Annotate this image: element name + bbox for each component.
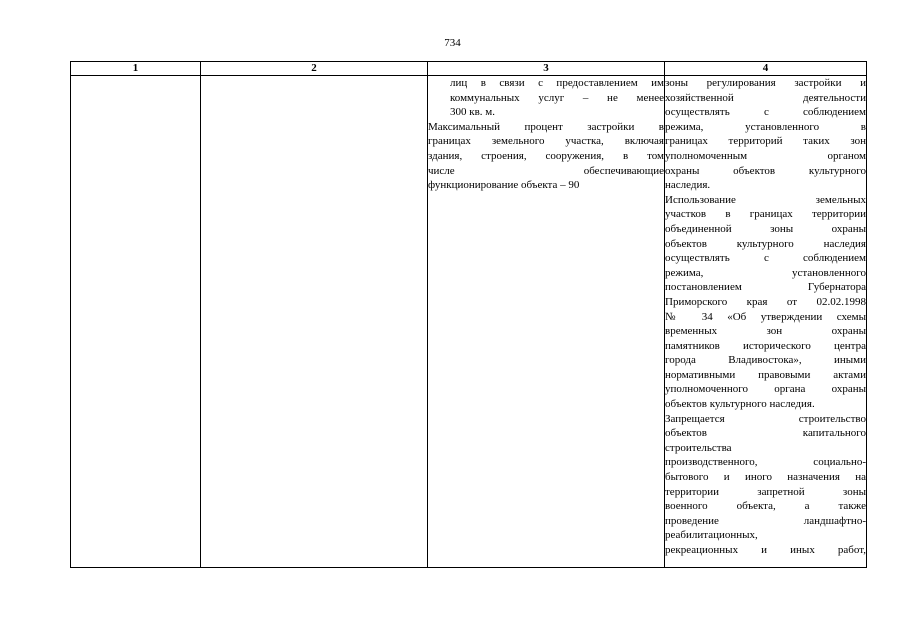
col4-line: нормативными правовыми актами (665, 368, 866, 381)
col4-line: Запрещается строительство (665, 412, 866, 425)
col3-line: числе обеспечивающие (428, 164, 664, 177)
header-row (71, 62, 867, 76)
col4-line: объектов культурного наследия (665, 237, 866, 250)
col4-line: строительства (665, 441, 732, 454)
col3-line: Максимальный процент застройки в (428, 120, 664, 133)
col4-line: реабилитационных, (665, 529, 758, 542)
col4-line: объектов культурного наследия. (665, 398, 815, 411)
cell-col-1 (71, 76, 201, 568)
col4-line: города Владивостока», иными (665, 354, 866, 367)
col4-line: Приморского края от 02.02.1998 (665, 295, 866, 308)
col3-line: коммунальных услуг – не менее (450, 91, 664, 104)
col4-line: хозяйственной деятельности (665, 91, 866, 104)
col4-line: участков в границах территории (665, 208, 866, 221)
col4-text (665, 76, 866, 558)
col4-line: территории запретной зоны (665, 485, 866, 498)
col4-line: режима, установленного в (665, 120, 866, 133)
page-number: 734 (444, 37, 461, 49)
col4-line: режима, установленного (665, 266, 866, 279)
col4-line: военного объекта, а также (665, 500, 866, 513)
col4-line: памятников исторического центра (665, 339, 866, 352)
col3-line: границах земельного участка, включая (428, 135, 664, 148)
col3-line: здания, строения, сооружения, в том (428, 149, 664, 162)
col4-line: постановлением Губернатора (665, 281, 866, 294)
col4-line: объединенной зоны охраны (665, 222, 866, 235)
document-table (70, 61, 867, 568)
col4-line: охраны объектов культурного (665, 164, 866, 177)
col3-line: функционирование объекта – 90 (428, 179, 580, 192)
cell-col-4 (665, 76, 867, 568)
col4-line: уполномоченного органа охраны (665, 383, 866, 396)
table-row (71, 76, 867, 568)
col4-line: наследия. (665, 179, 711, 192)
cell-col-2 (201, 76, 428, 568)
col4-line: временных зон охраны (665, 325, 866, 338)
col4-line: производственного, социально- (665, 456, 866, 469)
col3-paragraph-2 (428, 120, 664, 193)
col4-line: уполномоченным органом (665, 149, 866, 162)
col4-line: объектов капитального (665, 427, 866, 440)
col4-line: рекреационных и иных работ, (665, 544, 866, 556)
column-header-2: 2 (201, 62, 428, 76)
column-header-3: 3 (428, 62, 665, 76)
col3-paragraph-1 (428, 76, 664, 120)
column-header-4: 4 (665, 62, 867, 76)
col4-line: проведение ландшафтно- (665, 514, 866, 527)
col4-line: осуществлять с соблюдением (665, 106, 866, 119)
col4-line: № 34 «Об утверждении схемы (665, 310, 866, 323)
col3-line: лиц в связи с предоставлением им (450, 77, 664, 89)
col4-line: границах территорий таких зон (665, 135, 866, 148)
col4-line: бытового и иного назначения на (665, 471, 866, 484)
col4-line: Использование земельных (665, 193, 866, 206)
col4-line: зоны регулирования застройки и (665, 77, 866, 89)
column-header-1: 1 (71, 62, 201, 76)
col3-line: 300 кв. м. (450, 106, 495, 119)
col4-line: осуществлять с соблюдением (665, 252, 866, 265)
cell-col-3 (428, 76, 665, 568)
